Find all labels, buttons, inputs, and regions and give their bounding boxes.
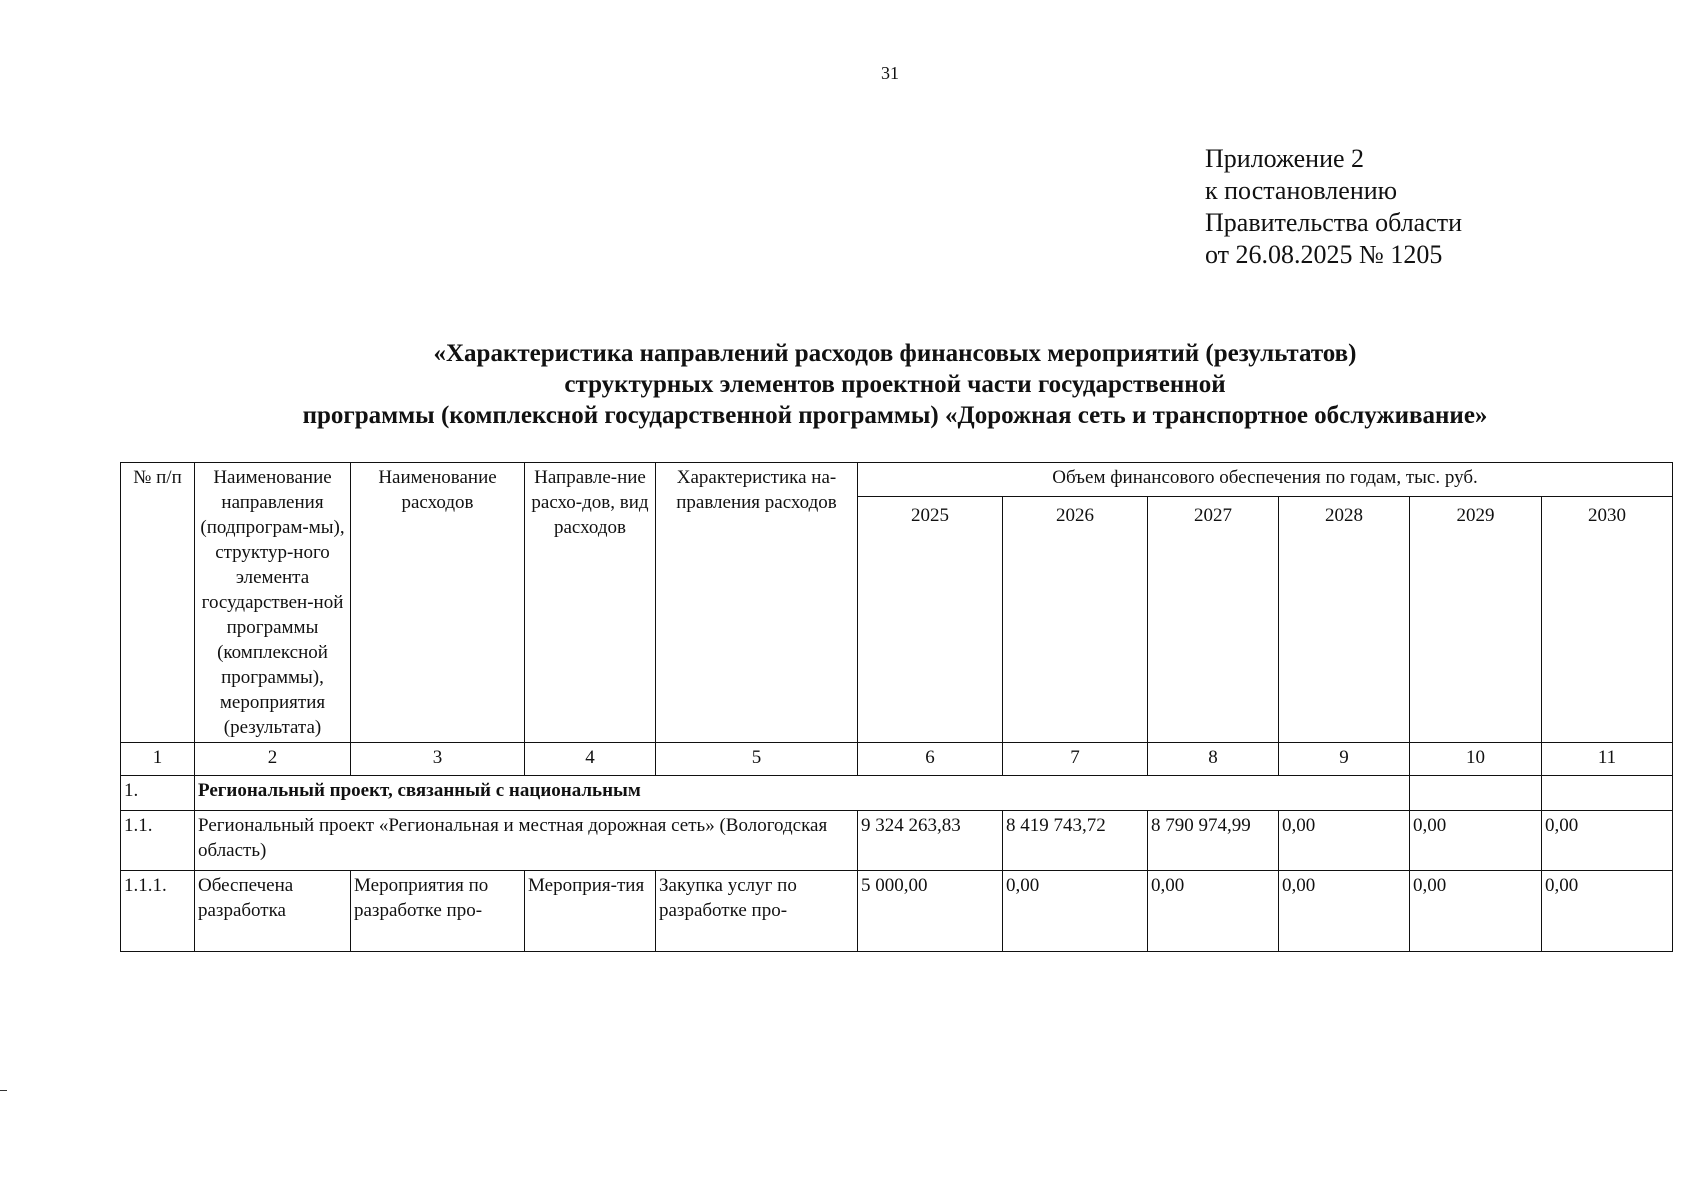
column-number: 6 [858, 743, 1003, 776]
item-number: 1.1.1. [121, 871, 195, 952]
header-year-2030: 2030 [1542, 497, 1673, 743]
section-number: 1. [121, 776, 195, 811]
margin-mark [0, 1090, 7, 1091]
appendix-line-4: от 26.08.2025 № 1205 [1205, 240, 1443, 269]
header-year-2027: 2027 [1148, 497, 1279, 743]
header-row [121, 463, 1673, 497]
section-name: Региональный проект, связанный с национальным [195, 776, 1410, 811]
item-value-2028: 0,00 [1279, 871, 1410, 952]
document-title [150, 338, 1640, 431]
appendix-line-1: Приложение 2 [1205, 144, 1365, 173]
expenses-table [120, 462, 1673, 952]
item-value-2029: 0,00 [1410, 871, 1542, 952]
appendix-line-2: к постановлению [1205, 176, 1398, 205]
column-numbers-row [121, 743, 1673, 776]
item-value-2030: 0,00 [1542, 871, 1673, 952]
title-line-2: структурных элементов проектной части государственной [564, 371, 1226, 398]
project-value-2028: 0,00 [1279, 811, 1410, 871]
item-characteristic: Закупка услуг по разработке про- [656, 871, 858, 952]
project-value-2026: 8 419 743,72 [1003, 811, 1148, 871]
header-expense-name: Наименование расходов [351, 463, 525, 743]
item-value-2026: 0,00 [1003, 871, 1148, 952]
header-year-2029: 2029 [1410, 497, 1542, 743]
project-value-2030: 0,00 [1542, 811, 1673, 871]
column-number: 10 [1410, 743, 1542, 776]
column-number: 3 [351, 743, 525, 776]
project-row [121, 811, 1673, 871]
project-value-2027: 8 790 974,99 [1148, 811, 1279, 871]
page-number: 31 [881, 63, 899, 83]
appendix-line-3: Правительства области [1205, 208, 1463, 237]
project-value-2025: 9 324 263,83 [858, 811, 1003, 871]
project-number: 1.1. [121, 811, 195, 871]
column-number: 8 [1148, 743, 1279, 776]
appendix-block [1205, 143, 1462, 271]
item-direction: Мероприя-тия [525, 871, 656, 952]
item-expense-name: Мероприятия по разработке про- [351, 871, 525, 952]
column-number: 1 [121, 743, 195, 776]
header-number: № п/п [121, 463, 195, 743]
header-year-2025: 2025 [858, 497, 1003, 743]
column-number: 9 [1279, 743, 1410, 776]
section-row [121, 776, 1673, 811]
title-line-3: программы (комплексной государственной программы) «Дорожная сеть и транспортное обслуживание» [302, 402, 1488, 429]
title-line-1: «Характеристика направлений расходов финансовых мероприятий (результатов) [433, 340, 1357, 367]
project-value-2029: 0,00 [1410, 811, 1542, 871]
header-expense-direction: Направле-ние расхо-дов, вид расходов [525, 463, 656, 743]
item-name: Обеспечена разработка [195, 871, 351, 952]
column-number: 4 [525, 743, 656, 776]
item-value-2025: 5 000,00 [858, 871, 1003, 952]
header-year-2028: 2028 [1279, 497, 1410, 743]
project-name: Региональный проект «Региональная и местная дорожная сеть» (Вологодская область) [195, 811, 858, 871]
header-direction-name: Наименование направления (подпрограм-мы), структур-ного элемента государствен-ной программы (комплексной программы), мероприятия (результата) [195, 463, 351, 743]
section-empty-cell [1410, 776, 1542, 811]
header-year-2026: 2026 [1003, 497, 1148, 743]
item-value-2027: 0,00 [1148, 871, 1279, 952]
column-number: 11 [1542, 743, 1673, 776]
header-volume: Объем финансового обеспечения по годам, тыс. руб. [858, 463, 1673, 497]
section-empty-cell [1542, 776, 1673, 811]
column-number: 7 [1003, 743, 1148, 776]
header-characteristic: Характеристика на-правления расходов [656, 463, 858, 743]
column-number: 2 [195, 743, 351, 776]
column-number: 5 [656, 743, 858, 776]
item-row [121, 871, 1673, 952]
